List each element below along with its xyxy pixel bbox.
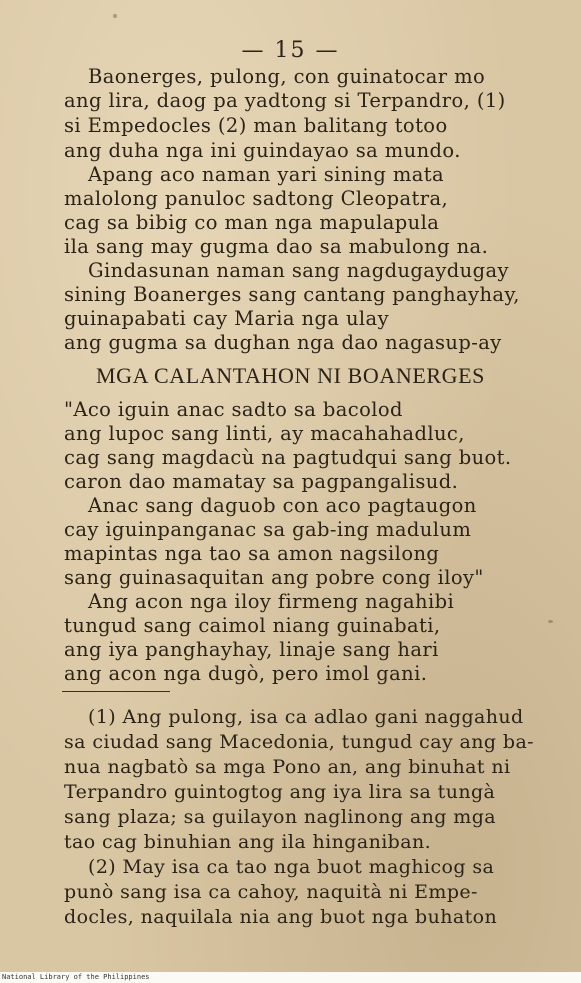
poem-line: mapintas nga tao sa amon nagsilong [64,542,440,565]
poem-line: malolong panuloc sadtong Cleopatra, [64,187,449,210]
footnote-line: nua nagbatò sa mga Pono an, ang binuhat ni [64,756,511,778]
poem-line: si Empedocles (2) man balitang totoo [64,114,448,137]
poem-line: Ang acon nga iloy firmeng nagahibi [88,590,455,613]
footnote-line: (1) Ang pulong, isa ca adlao gani naggahud [88,706,524,728]
footnote-line: sang plaza; sa guilayon naglinong ang mga [64,806,496,828]
paper-speck [548,620,553,623]
poem-line: Gindasunan naman sang nagdugaydugay [88,259,509,282]
footnote-line: Terpandro guintogtog ang iya lira sa tungà [64,781,496,803]
section-heading: MGA CALANTAHON NI BOANERGES [95,363,486,388]
poem-line: guinapabati cay Maria nga ulay [64,307,389,330]
poem-line: Apang aco naman yari sining mata [88,163,445,186]
poem-line: caron dao mamatay sa pagpangalisud. [64,470,459,493]
poem-line: "Aco iguin anac sadto sa bacolod [64,398,403,421]
poem-line: ang duha nga ini guindayao sa mundo. [64,139,461,162]
poem-line: Anac sang daguob con aco pagtaugon [88,494,477,517]
poem-line: ila sang may gugma dao sa mabulong na. [64,235,489,258]
footnote-line: (2) May isa ca tao nga buot maghicog sa [88,856,495,878]
poem-line: ang lupoc sang linti, ay macahahadluc, [64,422,465,445]
poem-line: ang gugma sa dughan nga dao nagasup-ay [64,331,502,354]
paper-speck [113,14,117,18]
footnote-line: punò sang isa ca cahoy, naquità ni Empe- [64,881,478,903]
poem-line: ang acon nga dugò, pero imol gani. [64,662,428,685]
poem-line: Baonerges, pulong, con guinatocar mo [88,65,486,88]
footer-credit: National Library of the Philippines [2,973,150,981]
footnote-line: sa ciudad sang Macedonia, tungud cay ang ba- [64,731,535,753]
poem-line: sang guinasaquitan ang pobre cong iloy" [64,566,484,589]
poem-line: ang iya panghayhay, linaje sang hari [64,638,439,661]
poem-line: cag sang magdacù na pagtudqui sang buot. [64,446,512,469]
footnote-line: tao cag binuhian ang ila hinganiban. [64,831,432,853]
poem-line: tungud sang caimol niang guinabati, [64,614,441,637]
poem-line: cag sa bibig co man nga mapulapula [64,211,440,234]
poem-line: sining Boanerges sang cantang panghayhay, [64,283,520,306]
footnote-line: docles, naquilala nia ang buot nga buhaton [64,906,498,928]
page-number: — 15 — [241,38,340,63]
poem-line: cay iguinpanganac sa gab-ing madulum [64,518,472,541]
footnote-divider [62,691,170,692]
poem-line: ang lira, daog pa yadtong si Terpandro, (1) [64,89,506,112]
